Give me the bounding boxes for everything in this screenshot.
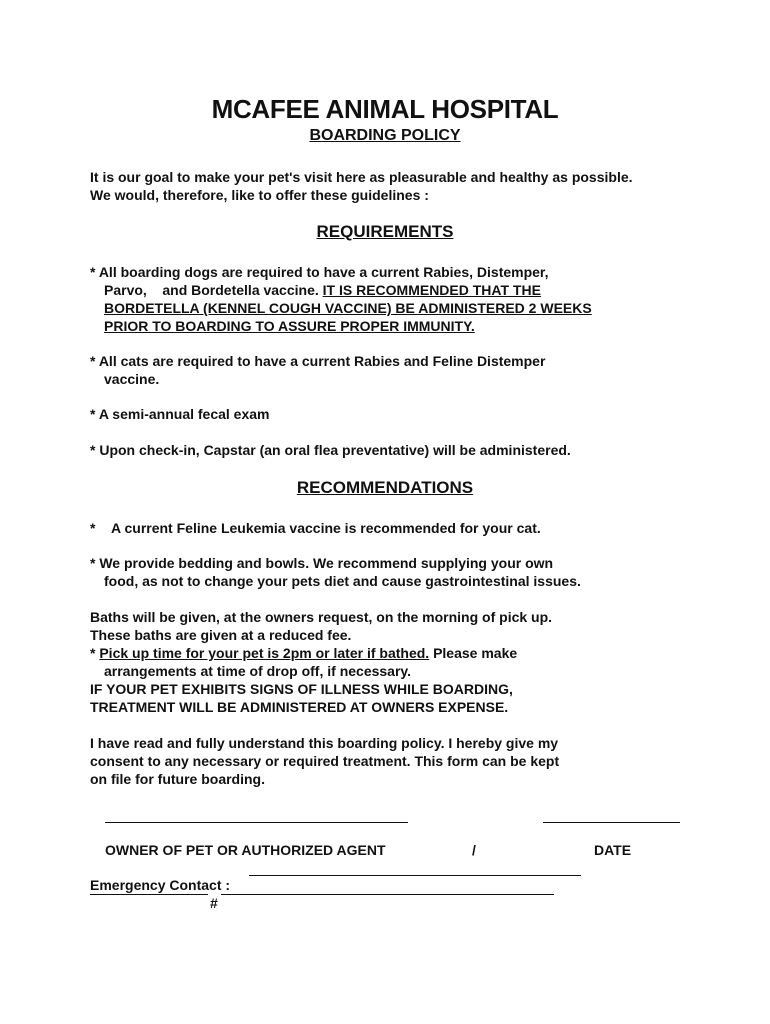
emergency-contact-name-line[interactable] bbox=[249, 875, 581, 876]
pickup-arrangements: arrangements at time of drop off, if necessary. bbox=[104, 663, 412, 679]
dogs-recommendation-underlined: IT IS RECOMMENDED THAT THE bbox=[322, 282, 541, 298]
emergency-phone-line[interactable] bbox=[221, 894, 554, 895]
intro-line-1: It is our goal to make your pet's visit here as pleasurable and healthy as possible. bbox=[90, 169, 633, 185]
cats-requirement-line-1: * All cats are required to have a current Rabies and Feline Distemper bbox=[90, 353, 546, 369]
emergency-contact-label: Emergency Contact : bbox=[90, 877, 231, 893]
signature-separator: / bbox=[472, 842, 476, 858]
capstar-requirement: * Upon check-in, Capstar (an oral flea preventative) will be administered. bbox=[90, 442, 571, 458]
pickup-time-underlined: Pick up time for your pet is 2pm or later if bathed. bbox=[99, 645, 430, 661]
date-label: DATE bbox=[594, 842, 632, 858]
consent-line-1: I have read and fully understand this boarding policy. I hereby give my bbox=[90, 735, 559, 751]
recommendations-heading: RECOMMENDATIONS bbox=[296, 478, 474, 497]
emergency-contact-relation-line[interactable] bbox=[90, 894, 208, 895]
owner-signature-line[interactable] bbox=[105, 822, 408, 823]
cats-requirement-line-2: vaccine. bbox=[104, 371, 160, 387]
date-signature-line[interactable] bbox=[543, 822, 680, 823]
illness-line-2: TREATMENT WILL BE ADMINISTERED AT OWNERS EXPENSE. bbox=[90, 699, 509, 715]
document-title: MCAFEE ANIMAL HOSPITAL bbox=[211, 94, 559, 124]
document-subtitle: BOARDING POLICY bbox=[309, 127, 461, 144]
bedding-line-1: * We provide bedding and bowls. We recommend supplying your own bbox=[90, 555, 554, 571]
leukemia-recommendation: A current Feline Leukemia vaccine is recommended for your cat. bbox=[111, 520, 541, 536]
baths-line-1: Baths will be given, at the owners request, on the morning of pick up. bbox=[90, 609, 553, 625]
dogs-requirement-line-3: BORDETELLA (KENNEL COUGH VACCINE) BE ADMINISTERED 2 WEEKS bbox=[104, 300, 592, 316]
requirements-heading: REQUIREMENTS bbox=[316, 222, 454, 241]
dogs-requirement-line-1: * All boarding dogs are required to have a current Rabies, Distemper, bbox=[90, 264, 549, 280]
fecal-exam-requirement: * A semi-annual fecal exam bbox=[90, 406, 270, 422]
dogs-requirement-line-4: PRIOR TO BOARDING TO ASSURE PROPER IMMUNITY. bbox=[104, 318, 475, 334]
baths-line-2: These baths are given at a reduced fee. bbox=[90, 627, 352, 643]
pickup-time-line bbox=[90, 644, 517, 662]
owner-label: OWNER OF PET OR AUTHORIZED AGENT bbox=[105, 842, 386, 858]
dogs-requirement-text: Parvo, and Bordetella vaccine. bbox=[104, 282, 323, 298]
pickup-time-rest: Please make bbox=[429, 645, 518, 661]
intro-line-2: We would, therefore, like to offer these guidelines : bbox=[90, 187, 429, 203]
leukemia-bullet: * bbox=[90, 520, 96, 536]
bedding-line-2: food, as not to change your pets diet and cause gastrointestinal issues. bbox=[104, 573, 581, 589]
illness-line-1: IF YOUR PET EXHIBITS SIGNS OF ILLNESS WHILE BOARDING, bbox=[90, 681, 513, 697]
pickup-star: * bbox=[90, 645, 100, 661]
dogs-requirement-line-2 bbox=[104, 281, 541, 299]
consent-line-3: on file for future boarding. bbox=[90, 771, 265, 787]
phone-hash-label: # bbox=[210, 895, 218, 911]
consent-line-2: consent to any necessary or required treatment. This form can be kept bbox=[90, 753, 560, 769]
